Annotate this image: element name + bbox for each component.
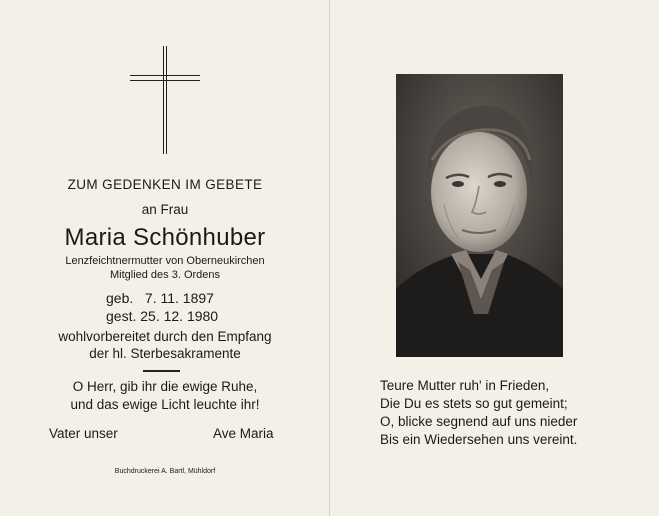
heading: ZUM GEDENKEN IM GEBETE	[67, 177, 263, 192]
divider	[143, 370, 180, 372]
sacrament-line-1: wohlvorbereitet durch den Empfang	[58, 329, 272, 344]
prayer-line-1: O Herr, gib ihr die ewige Ruhe,	[72, 379, 258, 394]
prayer-our-father: Vater unser	[49, 426, 118, 441]
sacrament-line-2: der hl. Sterbesakramente	[89, 346, 241, 361]
verse-line-3: O, blicke segnend auf uns nieder	[380, 414, 578, 429]
subtitle-order: Mitglied des 3. Ordens	[109, 269, 221, 281]
salutation: an Frau	[141, 202, 189, 217]
portrait-photo	[396, 74, 563, 357]
birth-date: geb. 7. 11. 1897	[106, 290, 214, 306]
verse-line-2: Die Du es stets so gut gemeint;	[380, 396, 568, 411]
prayer-line-2: und das ewige Licht leuchte ihr!	[70, 397, 260, 412]
subtitle-title: Lenzfeichtnermutter von Oberneukirchen	[65, 255, 265, 267]
prayer-hail-mary: Ave Maria	[213, 426, 274, 441]
deceased-name: Maria Schönhuber	[64, 224, 266, 251]
verse-line-1: Teure Mutter ruh' in Frieden,	[380, 378, 550, 393]
death-date: gest. 25. 12. 1980	[106, 308, 219, 324]
verse-line-4: Bis ein Wiedersehen uns vereint.	[380, 432, 578, 447]
printer-imprint: Buchdruckerei A. Bartl, Mühldorf	[114, 468, 216, 475]
